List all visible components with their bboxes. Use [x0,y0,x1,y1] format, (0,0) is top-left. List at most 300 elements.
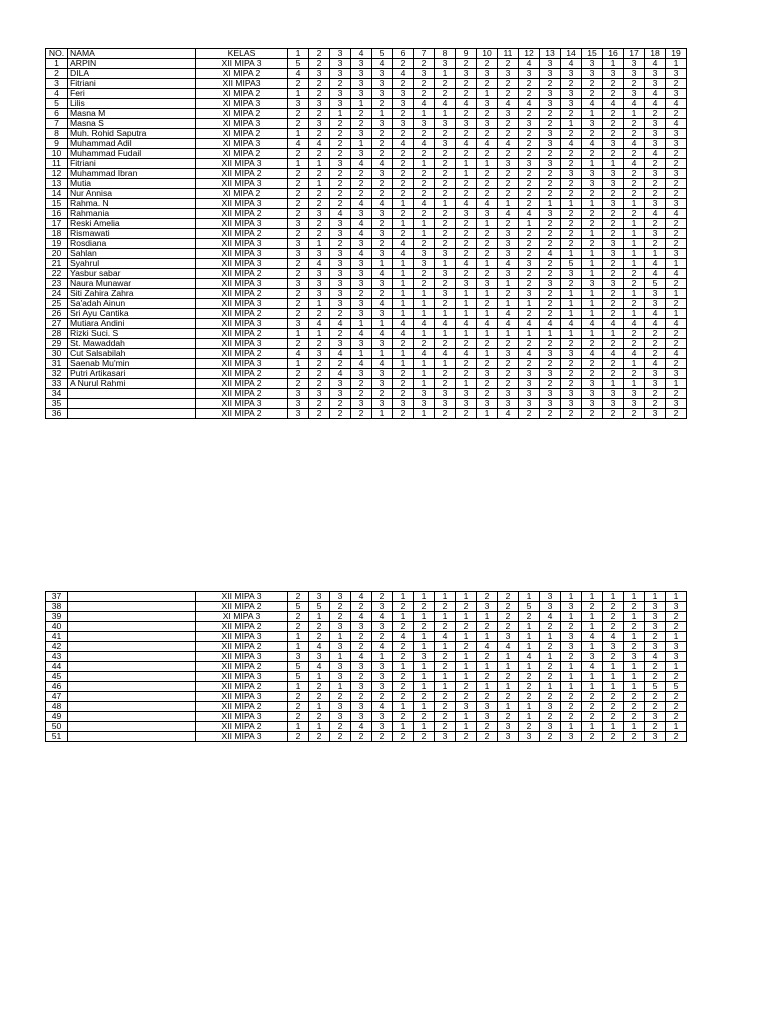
score-cell: 4 [498,309,519,319]
score-cell: 3 [456,279,477,289]
score-cell: 2 [561,652,582,662]
score-cell: 3 [435,269,456,279]
score-cell: 1 [351,99,372,109]
student-name: Masna S [68,119,196,129]
score-cell: 2 [309,339,330,349]
score-cell: 3 [477,399,498,409]
score-cell: 3 [582,379,603,389]
score-cell: 3 [309,269,330,279]
score-cell: 2 [393,379,414,389]
row-number: 5 [46,99,68,109]
score-cell: 2 [624,702,645,712]
table-row [46,109,687,119]
row-number: 50 [46,722,68,732]
score-cell: 3 [393,99,414,109]
score-cell: 3 [309,99,330,109]
score-cell: 2 [582,702,603,712]
score-cell: 2 [603,409,624,419]
score-cell: 2 [309,79,330,89]
score-cell: 1 [435,612,456,622]
score-cell: 3 [351,702,372,712]
score-cell: 2 [351,289,372,299]
score-cell: 2 [309,359,330,369]
score-cell: 2 [435,662,456,672]
score-cell: 2 [330,149,351,159]
table-row [46,409,687,419]
score-cell: 2 [456,239,477,249]
score-cell: 2 [414,189,435,199]
score-cell: 1 [351,139,372,149]
score-cell: 2 [393,59,414,69]
score-cell: 4 [372,612,393,622]
score-cell: 3 [372,662,393,672]
score-cell: 2 [351,632,372,642]
score-cell: 3 [666,169,687,179]
score-cell: 3 [393,89,414,99]
score-cell: 2 [330,139,351,149]
score-cell: 3 [666,89,687,99]
score-cell: 1 [309,159,330,169]
score-cell: 3 [456,209,477,219]
row-number: 46 [46,682,68,692]
score-cell: 2 [540,299,561,309]
score-cell: 2 [498,189,519,199]
student-name: Rahma. N [68,199,196,209]
class-cell: XII MIPA 3 [196,249,288,259]
score-cell: 2 [540,119,561,129]
score-cell: 2 [666,79,687,89]
score-cell: 2 [435,299,456,309]
student-name: Fitriani [68,79,196,89]
score-cell: 2 [456,129,477,139]
score-cell: 4 [666,319,687,329]
score-cell: 1 [393,349,414,359]
row-number: 25 [46,299,68,309]
row-number: 37 [46,592,68,602]
score-cell: 1 [624,672,645,682]
score-cell: 1 [498,299,519,309]
score-cell: 2 [435,219,456,229]
student-name: Rosdiana [68,239,196,249]
score-cell: 1 [372,349,393,359]
score-cell: 2 [288,369,309,379]
score-cell: 1 [477,309,498,319]
score-cell: 2 [456,602,477,612]
score-cell: 1 [456,712,477,722]
score-cell: 3 [330,339,351,349]
score-cell: 2 [414,602,435,612]
score-cell: 2 [372,179,393,189]
table-row [46,329,687,339]
score-cell: 2 [624,179,645,189]
score-cell: 1 [561,682,582,692]
score-cell: 4 [498,139,519,149]
score-cell: 2 [477,149,498,159]
score-cell: 3 [435,389,456,399]
score-cell: 3 [645,642,666,652]
header-item: 11 [498,49,519,59]
score-cell: 4 [519,349,540,359]
score-cell: 2 [603,149,624,159]
header-item: 10 [477,49,498,59]
score-cell: 3 [330,662,351,672]
row-number: 3 [46,79,68,89]
score-cell: 3 [351,299,372,309]
score-cell: 4 [666,269,687,279]
score-cell: 1 [330,632,351,642]
score-cell: 2 [624,189,645,199]
score-cell: 2 [666,359,687,369]
score-cell: 1 [561,612,582,622]
score-cell: 2 [519,309,540,319]
table-row [46,652,687,662]
score-cell: 2 [288,379,309,389]
student-name: Sri Ayu Cantika [68,309,196,319]
score-cell: 3 [330,299,351,309]
class-cell: XI MIPA 2 [196,189,288,199]
score-cell: 4 [372,329,393,339]
score-cell: 1 [582,329,603,339]
score-cell: 1 [603,672,624,682]
student-name: Lilis [68,99,196,109]
score-cell: 3 [561,642,582,652]
score-cell: 2 [456,179,477,189]
score-cell: 1 [666,59,687,69]
score-cell: 4 [372,642,393,652]
score-cell: 2 [372,732,393,742]
score-cell: 2 [540,642,561,652]
table-row [46,592,687,602]
table-row [46,299,687,309]
score-cell: 3 [603,199,624,209]
score-cell: 2 [645,189,666,199]
score-cell: 1 [288,129,309,139]
score-cell: 3 [477,209,498,219]
score-cell: 1 [309,672,330,682]
score-cell: 5 [288,59,309,69]
score-cell: 2 [519,239,540,249]
row-number: 27 [46,319,68,329]
score-cell: 2 [351,602,372,612]
score-cell: 2 [414,732,435,742]
score-cell: 3 [561,99,582,109]
score-cell: 4 [540,249,561,259]
score-cell: 1 [624,662,645,672]
score-cell: 4 [372,359,393,369]
score-cell: 1 [393,289,414,299]
score-cell: 1 [666,289,687,299]
score-cell: 2 [309,622,330,632]
score-cell: 1 [582,299,603,309]
score-cell: 1 [477,329,498,339]
score-cell: 2 [414,59,435,69]
score-cell: 2 [414,209,435,219]
score-cell: 1 [561,249,582,259]
score-cell: 3 [309,349,330,359]
score-cell: 4 [645,89,666,99]
score-cell: 3 [414,399,435,409]
score-cell: 2 [456,149,477,159]
score-cell: 3 [540,209,561,219]
score-cell: 2 [645,219,666,229]
score-cell: 4 [519,59,540,69]
score-cell: 2 [309,169,330,179]
score-cell: 2 [624,119,645,129]
score-cell: 3 [519,399,540,409]
score-cell: 1 [624,592,645,602]
score-cell: 2 [414,269,435,279]
score-cell: 2 [456,59,477,69]
score-cell: 2 [477,592,498,602]
score-cell: 4 [456,99,477,109]
score-cell: 2 [309,692,330,702]
student-name [68,622,196,632]
score-cell: 2 [603,299,624,309]
student-name [68,652,196,662]
score-cell: 2 [393,109,414,119]
score-cell: 2 [519,139,540,149]
score-cell: 3 [645,379,666,389]
score-cell: 5 [561,259,582,269]
score-cell: 4 [414,319,435,329]
score-cell: 2 [603,119,624,129]
score-cell: 4 [330,209,351,219]
score-cell: 3 [666,139,687,149]
score-cell: 1 [288,682,309,692]
score-cell: 2 [414,179,435,189]
score-cell: 2 [288,309,309,319]
score-cell: 2 [393,652,414,662]
score-cell: 4 [498,319,519,329]
score-cell: 1 [519,632,540,642]
score-cell: 3 [456,119,477,129]
score-cell: 1 [393,662,414,672]
score-cell: 4 [477,319,498,329]
score-cell: 3 [372,249,393,259]
score-cell: 2 [582,89,603,99]
score-cell: 1 [540,632,561,642]
score-cell: 5 [288,662,309,672]
score-cell: 3 [603,399,624,409]
score-cell: 1 [603,592,624,602]
score-cell: 2 [330,399,351,409]
score-cell: 2 [351,409,372,419]
table-row [46,399,687,409]
student-name [68,602,196,612]
student-name [68,732,196,742]
score-cell: 2 [372,189,393,199]
score-cell: 1 [414,369,435,379]
score-cell: 2 [456,409,477,419]
table-row [46,602,687,612]
score-cell: 2 [603,602,624,612]
score-cell: 2 [372,289,393,299]
score-cell: 2 [435,179,456,189]
score-cell: 4 [666,119,687,129]
score-cell: 2 [603,622,624,632]
score-cell: 2 [477,359,498,369]
score-cell: 3 [309,209,330,219]
table-row [46,209,687,219]
row-number: 13 [46,179,68,189]
score-cell: 3 [351,129,372,139]
score-cell: 2 [309,219,330,229]
score-cell: 3 [603,179,624,189]
table-row [46,89,687,99]
score-cell: 3 [603,169,624,179]
row-number: 33 [46,379,68,389]
class-cell: XII MIPA 2 [196,349,288,359]
score-cell: 1 [414,682,435,692]
score-cell: 1 [414,409,435,419]
score-cell: 1 [414,109,435,119]
score-cell: 4 [477,642,498,652]
score-cell: 2 [603,612,624,622]
score-cell: 2 [603,79,624,89]
score-cell: 1 [582,159,603,169]
score-cell: 2 [624,732,645,742]
score-cell: 3 [498,269,519,279]
score-cell: 2 [456,339,477,349]
score-cell: 1 [414,229,435,239]
score-cell: 4 [393,249,414,259]
score-cell: 1 [624,612,645,622]
score-cell: 2 [645,239,666,249]
score-cell: 4 [435,349,456,359]
score-cell: 1 [624,359,645,369]
score-cell: 2 [624,712,645,722]
score-cell: 1 [393,722,414,732]
score-cell: 1 [477,662,498,672]
header-item: 5 [372,49,393,59]
score-cell: 3 [414,652,435,662]
score-cell: 2 [498,79,519,89]
score-cell: 3 [330,249,351,259]
score-cell: 3 [288,389,309,399]
score-cell: 3 [498,399,519,409]
score-cell: 1 [582,109,603,119]
score-cell: 3 [624,69,645,79]
score-cell: 3 [645,602,666,612]
row-number: 9 [46,139,68,149]
score-cell: 2 [414,239,435,249]
score-cell: 2 [498,672,519,682]
row-number: 47 [46,692,68,702]
score-cell: 1 [561,309,582,319]
score-cell: 2 [624,602,645,612]
score-cell: 2 [351,379,372,389]
row-number: 11 [46,159,68,169]
score-cell: 2 [309,229,330,239]
score-cell: 3 [288,279,309,289]
table-row [46,692,687,702]
score-cell: 1 [561,119,582,129]
score-cell: 2 [288,612,309,622]
class-cell: XII MIPA 2 [196,409,288,419]
score-cell: 2 [435,722,456,732]
score-cell: 4 [393,632,414,642]
score-cell: 2 [393,622,414,632]
score-cell: 4 [603,99,624,109]
score-cell: 1 [477,632,498,642]
score-cell: 2 [330,179,351,189]
score-cell: 3 [561,389,582,399]
score-cell: 3 [540,139,561,149]
student-name: Mutia [68,179,196,189]
table-row [46,702,687,712]
score-cell: 2 [288,299,309,309]
header-row [46,49,687,59]
row-number: 34 [46,389,68,399]
score-cell: 3 [288,239,309,249]
score-cell: 1 [561,199,582,209]
score-cell: 3 [603,69,624,79]
score-cell: 1 [498,199,519,209]
score-cell: 1 [330,109,351,119]
score-cell: 2 [477,732,498,742]
score-cell: 2 [519,269,540,279]
score-cell: 2 [456,359,477,369]
score-cell: 3 [498,229,519,239]
score-cell: 1 [561,662,582,672]
score-cell: 2 [435,622,456,632]
score-cell: 2 [624,279,645,289]
score-cell: 1 [393,199,414,209]
score-cell: 3 [645,169,666,179]
score-cell: 3 [582,389,603,399]
class-cell: XI MIPA 2 [196,109,288,119]
score-cell: 2 [435,602,456,612]
score-cell: 1 [540,329,561,339]
score-cell: 4 [393,69,414,79]
row-number: 14 [46,189,68,199]
table-row [46,169,687,179]
score-cell: 2 [309,59,330,69]
score-cell: 2 [477,109,498,119]
score-cell: 1 [309,612,330,622]
score-cell: 2 [519,682,540,692]
score-cell: 3 [645,139,666,149]
score-cell: 2 [393,339,414,349]
score-cell: 3 [498,109,519,119]
score-cell: 1 [561,289,582,299]
student-name [68,702,196,712]
score-cell: 2 [519,692,540,702]
score-cell: 2 [666,159,687,169]
score-cell: 2 [288,339,309,349]
score-cell: 1 [561,299,582,309]
header-nama: NAMA [68,49,196,59]
score-cell: 1 [477,409,498,419]
score-cell: 3 [561,169,582,179]
table-row [46,682,687,692]
class-cell: XII MIPA 3 [196,592,288,602]
student-name: Muhammad Ibran [68,169,196,179]
score-cell: 1 [372,409,393,419]
score-cell: 1 [435,259,456,269]
score-cell: 2 [372,592,393,602]
row-number: 8 [46,129,68,139]
score-cell: 2 [393,732,414,742]
score-cell: 4 [540,319,561,329]
score-cell: 4 [666,349,687,359]
row-number: 22 [46,269,68,279]
score-cell: 4 [624,349,645,359]
score-cell: 3 [561,89,582,99]
score-cell: 2 [456,109,477,119]
header-item: 7 [414,49,435,59]
score-cell: 2 [540,269,561,279]
